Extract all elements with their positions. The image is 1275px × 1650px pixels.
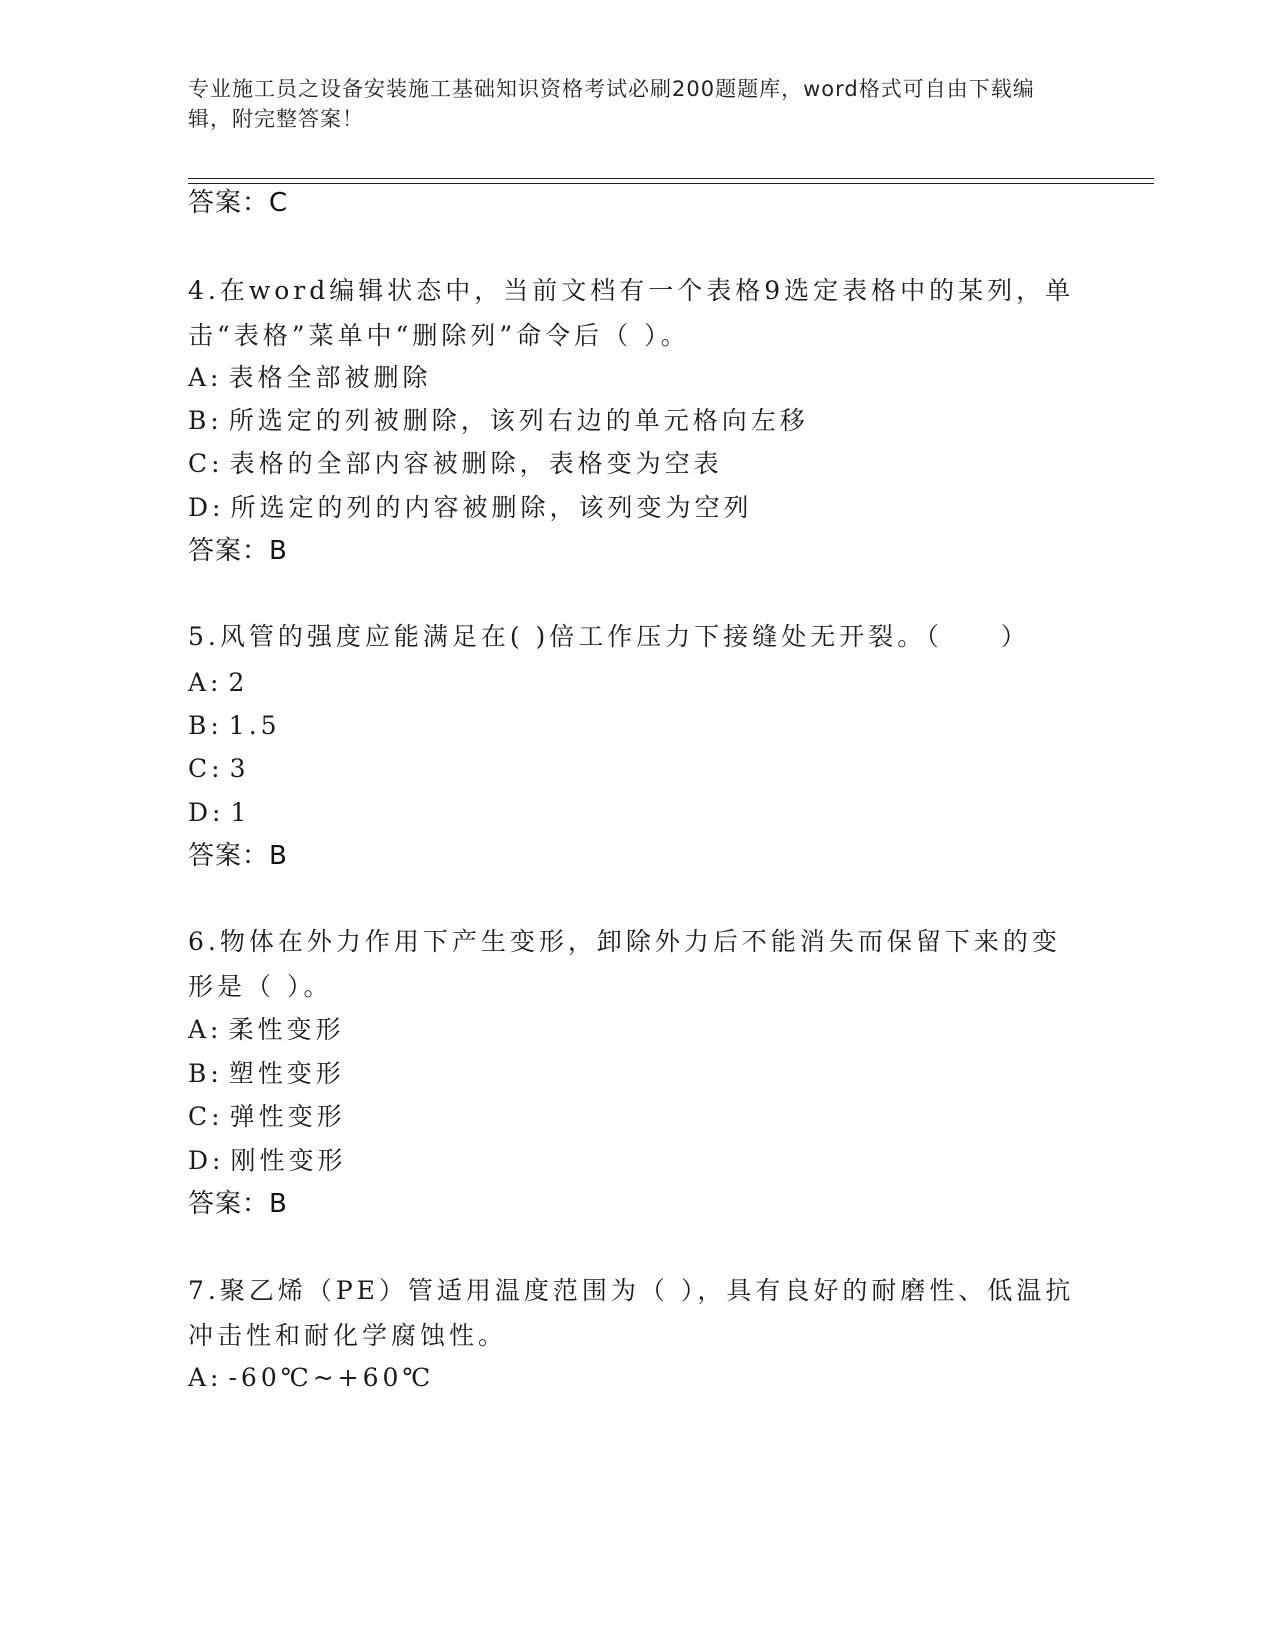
option-text: 弹性变形	[229, 1102, 346, 1131]
option-letter: C:	[188, 449, 224, 478]
answer-label: 答案：	[188, 188, 270, 218]
answer-value: C	[269, 188, 289, 218]
header-divider-top	[188, 178, 1154, 179]
option-text: 1.5	[228, 711, 281, 740]
option-letter: B:	[188, 1059, 223, 1088]
answer-line	[188, 536, 288, 566]
question-stem: 5.风管的强度应能满足在( )倍工作压力下接缝处无开裂。（ ）	[188, 622, 1030, 651]
option-text: 2	[228, 668, 249, 697]
option-a	[188, 1015, 345, 1045]
option-letter: B:	[188, 406, 223, 435]
option-letter: D:	[188, 798, 225, 827]
option-d	[188, 1146, 346, 1176]
option-text: -60℃~+60℃	[228, 1363, 435, 1392]
option-b	[188, 1059, 345, 1089]
option-c	[188, 449, 723, 479]
option-a	[188, 668, 248, 698]
option-d	[188, 493, 752, 523]
option-text: 所选定的列的内容被删除，该列变为空列	[230, 493, 753, 522]
option-text: 表格全部被删除	[228, 363, 432, 392]
option-text: 塑性变形	[228, 1059, 345, 1088]
answer-label: 答案：	[188, 536, 270, 566]
answer-line	[188, 1189, 288, 1219]
header-divider-bottom	[188, 183, 1154, 184]
option-c	[188, 1102, 346, 1132]
option-text: 柔性变形	[228, 1015, 345, 1044]
option-b	[188, 711, 281, 741]
option-d	[188, 798, 250, 828]
answer-label: 答案：	[188, 841, 270, 871]
option-a	[188, 363, 432, 393]
option-text: 1	[230, 798, 251, 827]
document-header: 专业施工员之设备安装施工基础知识资格考试必刷200题题库，word格式可自由下载编辑，附完整答案！	[188, 77, 1035, 131]
option-text: 表格的全部内容被删除，表格变为空表	[229, 449, 723, 478]
option-text: 所选定的列被删除，该列右边的单元格向左移	[228, 406, 809, 435]
answer-line	[188, 841, 288, 871]
option-letter: D:	[188, 493, 225, 522]
answer-line	[188, 188, 288, 218]
option-letter: C:	[188, 1102, 224, 1131]
option-c	[188, 754, 249, 784]
question-stem: 6.物体在外力作用下产生变形，卸除外力后不能消失而保留下来的变形是（ ）。	[188, 927, 1061, 1001]
answer-value: B	[269, 841, 288, 871]
option-letter: B:	[188, 711, 223, 740]
option-letter: A:	[188, 668, 223, 697]
question-stem: 7.聚乙烯（PE）管适用温度范围为（ ），具有良好的耐磨性、低温抗冲击性和耐化学腐蚀性。	[188, 1276, 1075, 1350]
option-letter: A:	[188, 1363, 223, 1392]
option-letter: D:	[188, 1146, 225, 1175]
option-text: 3	[229, 754, 250, 783]
option-letter: C:	[188, 754, 224, 783]
answer-value: B	[269, 1189, 288, 1219]
option-a	[188, 1363, 434, 1393]
option-letter: A:	[188, 1015, 223, 1044]
option-b	[188, 406, 809, 436]
option-text: 刚性变形	[230, 1146, 347, 1175]
answer-value: B	[269, 536, 288, 566]
question-stem: 4.在word编辑状态中，当前文档有一个表格9选定表格中的某列，单击“表格”菜单中“删除列”命令后（ ）。	[188, 276, 1075, 350]
answer-label: 答案：	[188, 1189, 270, 1219]
option-letter: A:	[188, 363, 223, 392]
